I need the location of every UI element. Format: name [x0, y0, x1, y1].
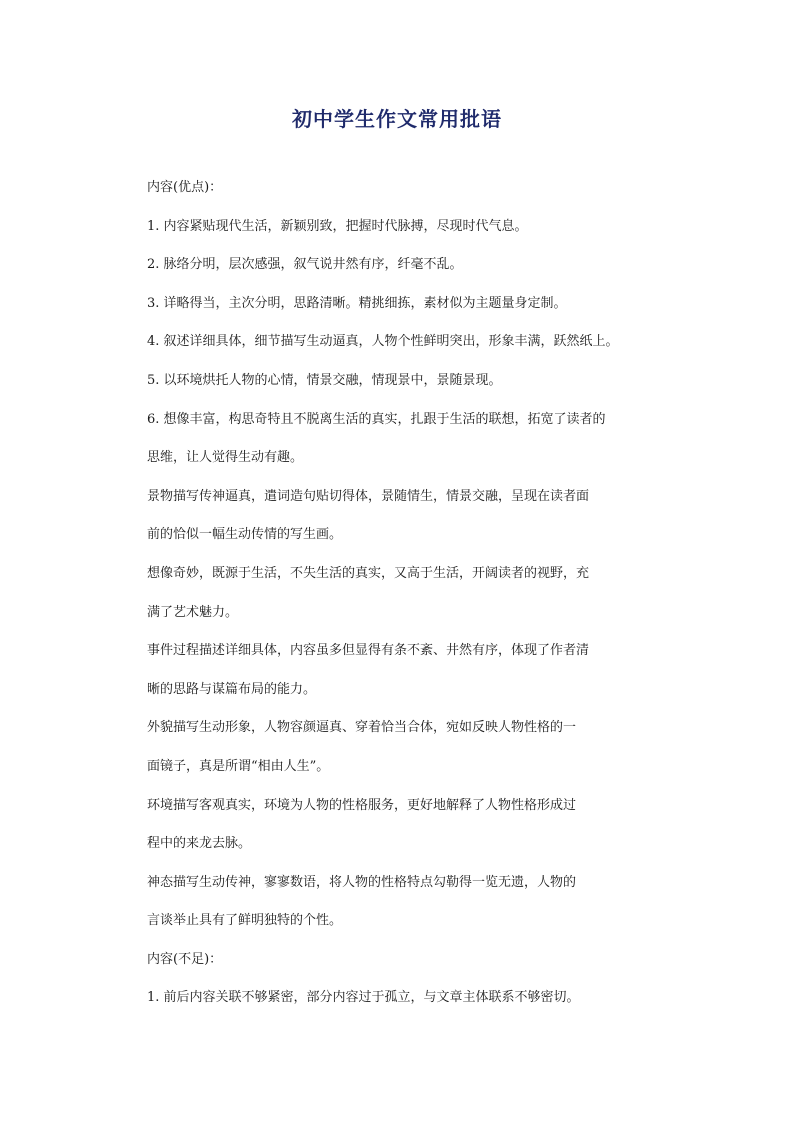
text-line: 1. 前后内容关联不够紧密，部分内容过于孤立，与文章主体联系不够密切。: [147, 990, 580, 1006]
text-line: 想像奇妙，既源于生活，不失生活的真实，又高于生活，开阔读者的视野，充: [147, 565, 590, 581]
text-line: 2. 脉络分明，层次感强，叙气说井然有序，纤毫不乱。: [147, 257, 463, 273]
text-line: 3. 详略得当，主次分明，思路清晰。精挑细拣，素材似为主题量身定制。: [147, 295, 567, 311]
section-heading-strengths: 内容(优点)：: [147, 180, 223, 195]
text-line: 外貌描写生动形象，人物容颜逼真、穿着恰当合体，宛如反映人物性格的一: [147, 720, 577, 736]
text-line: 面镜子，真是所谓“相由人生”。: [147, 758, 330, 774]
text-line: 6. 想像丰富，构思奇特且不脱离生活的真实，扎跟于生活的联想，拓宽了读者的: [147, 411, 606, 427]
text-line: 晰的思路与谋篇布局的能力。: [147, 681, 317, 697]
text-line: 满了艺术魅力。: [147, 604, 239, 620]
text-line: 1. 内容紧贴现代生活，新颖别致，把握时代脉搏，尽现时代气息。: [147, 218, 528, 234]
text-line: 事件过程描述详细具体，内容虽多但显得有条不紊、井然有序，体现了作者清: [147, 643, 590, 659]
text-line: 景物描写传神逼真，遣词造句贴切得体，景随情生，情景交融，呈现在读者面: [147, 488, 590, 504]
section-heading-weaknesses: 内容(不足)：: [147, 951, 223, 967]
text-line: 思维，让人觉得生动有趣。: [147, 450, 304, 466]
text-line: 前的恰似一幅生动传情的写生画。: [147, 527, 343, 543]
text-line: 环境描写客观真实，环境为人物的性格服务，更好地解释了人物性格形成过: [147, 797, 577, 813]
text-line: 4. 叙述详细具体，细节描写生动逼真，人物个性鲜明突出，形象丰满，跃然纸上。: [147, 334, 619, 350]
text-line: 神态描写生动传神，寥寥数语，将人物的性格特点勾勒得一览无遗，人物的: [147, 874, 577, 890]
text-line: 言谈举止具有了鲜明独特的个性。: [147, 913, 343, 929]
document-body: [147, 176, 687, 1025]
text-line: 5. 以环境烘托人物的心情，情景交融，情现景中，景随景现。: [147, 372, 502, 388]
document-title: 初中学生作文常用批语: [292, 107, 502, 131]
text-line: 程中的来龙去脉。: [147, 836, 252, 852]
